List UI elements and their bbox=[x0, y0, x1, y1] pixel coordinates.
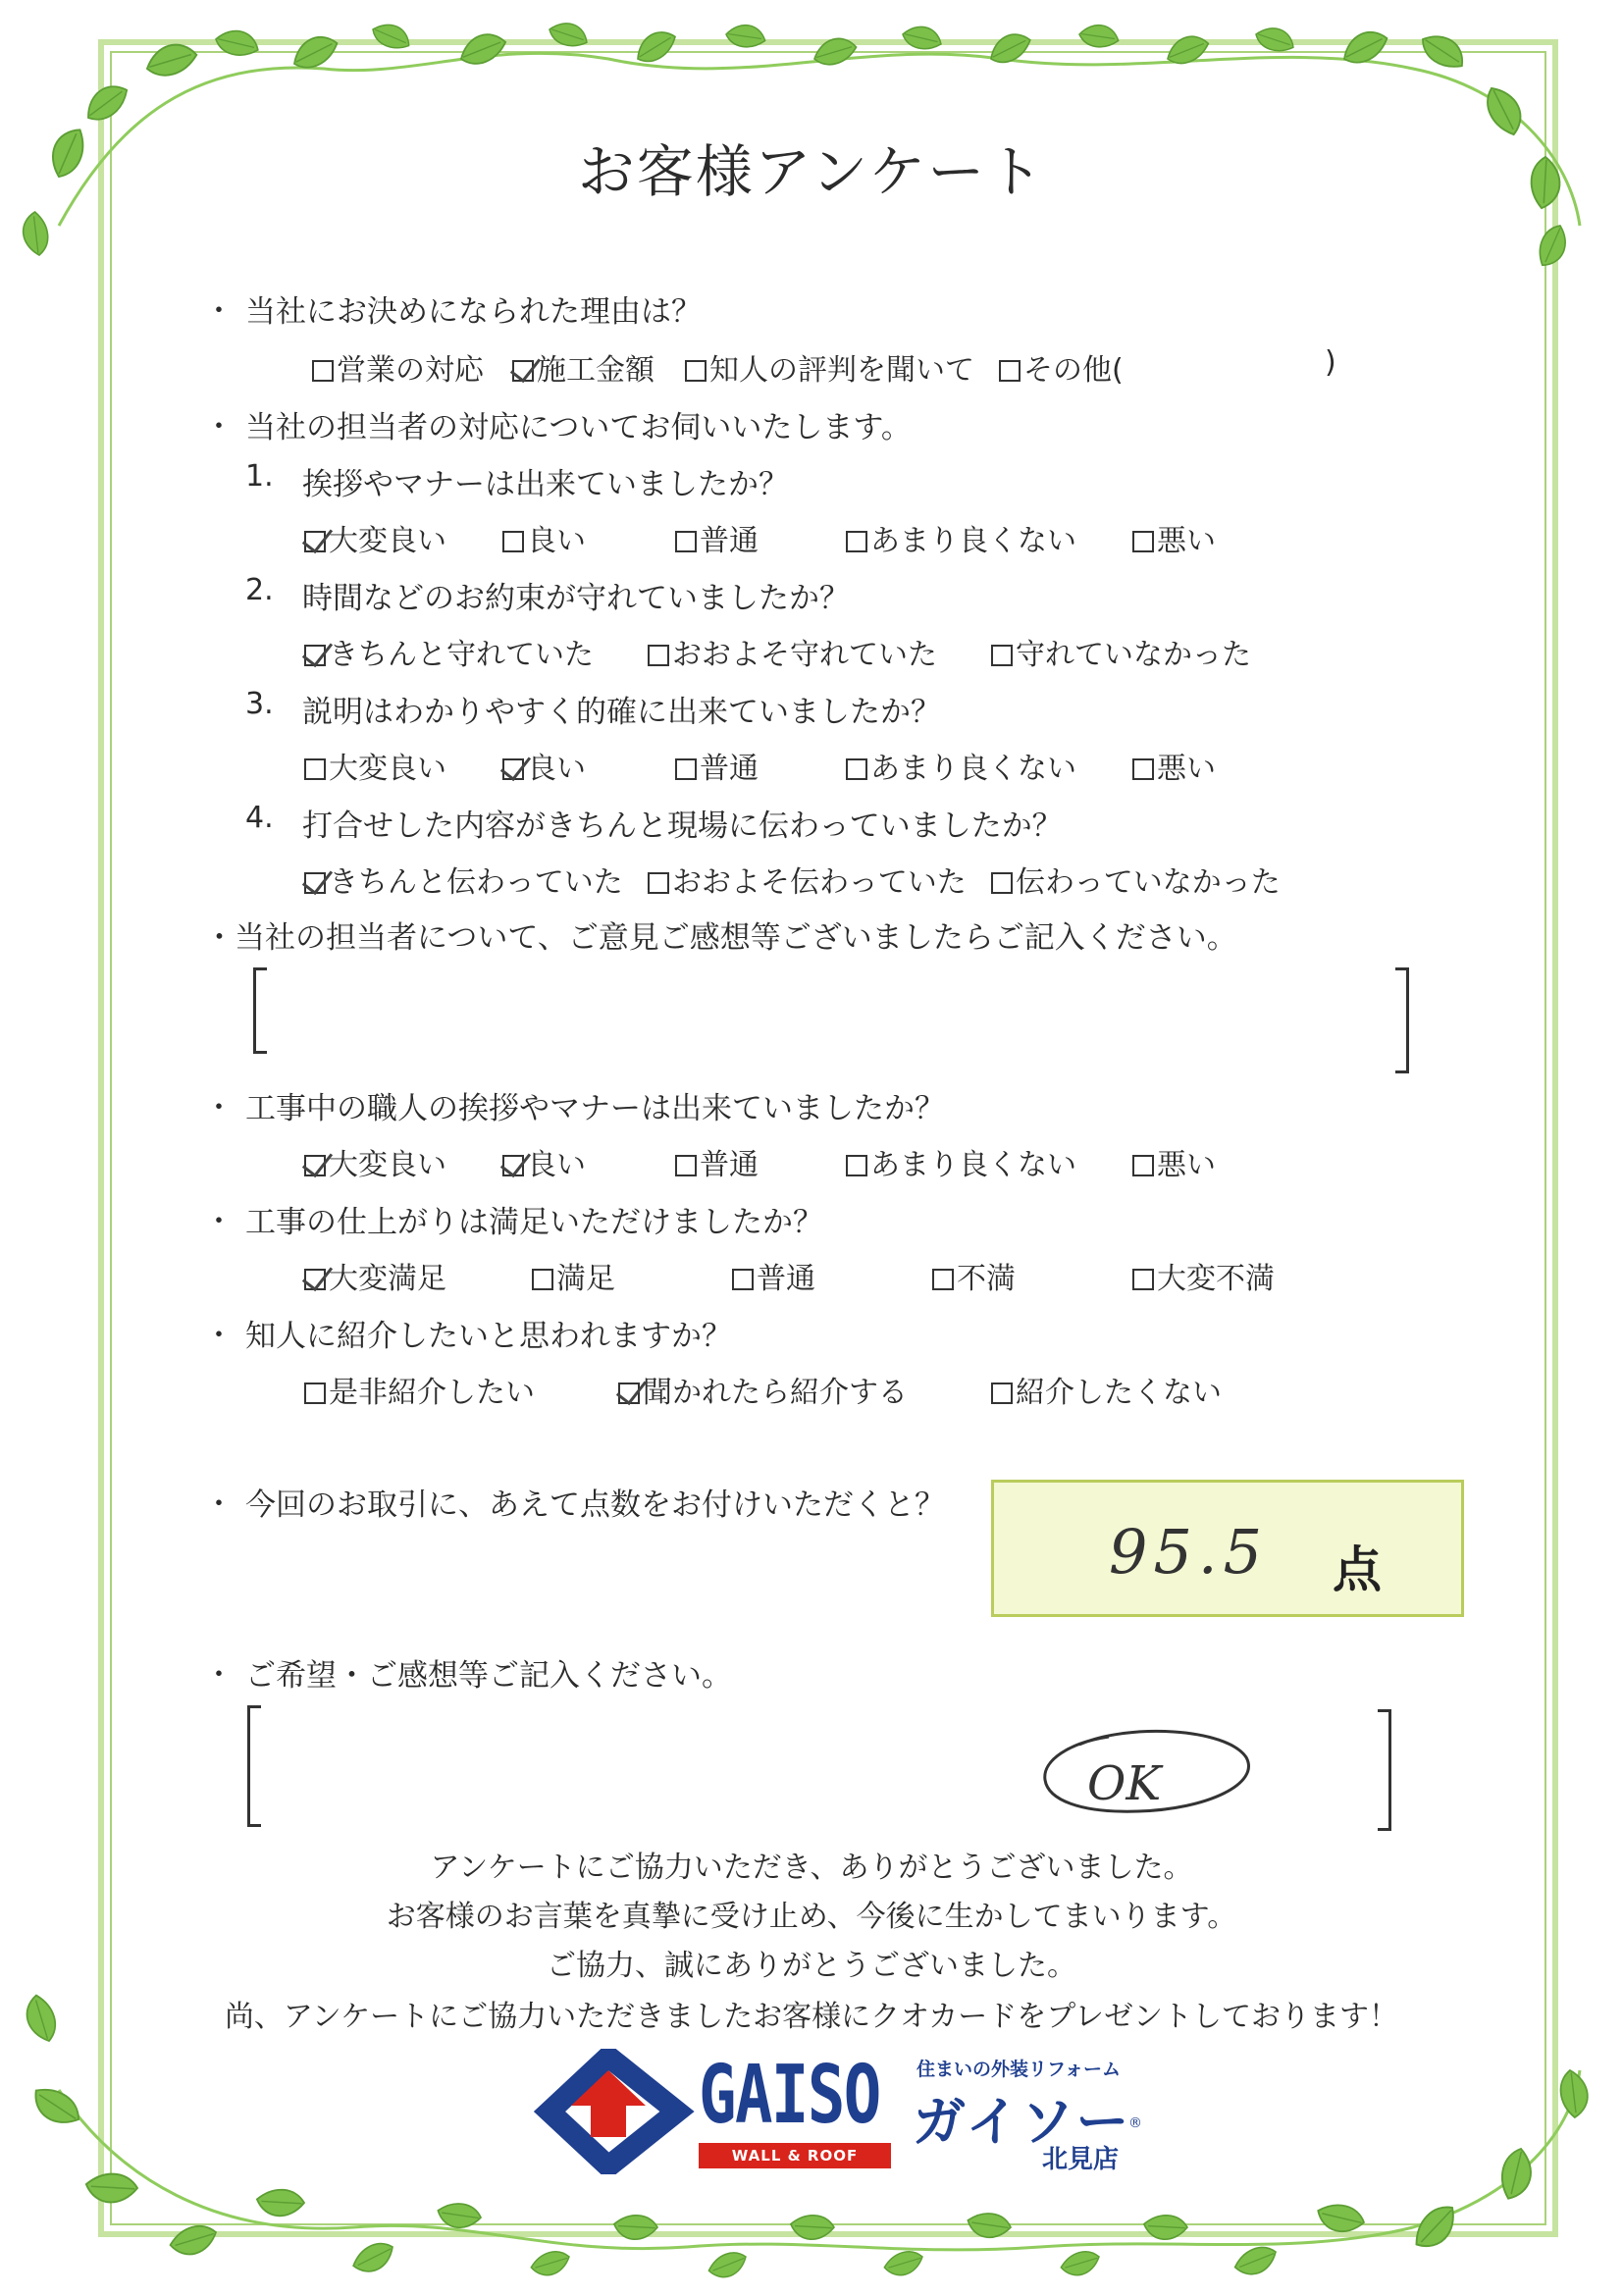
option[interactable]: おおよそ伝わっていた bbox=[648, 858, 967, 901]
answer-bracket-right bbox=[1378, 1709, 1391, 1831]
option[interactable]: 是非紹介したい bbox=[304, 1368, 535, 1411]
option[interactable]: 良い bbox=[502, 516, 586, 559]
option[interactable]: 大変良い bbox=[304, 516, 446, 559]
option[interactable]: 良い bbox=[502, 1140, 586, 1183]
logo-branch: 北見店 bbox=[1042, 2145, 1120, 2174]
checkbox[interactable] bbox=[1132, 1269, 1154, 1290]
option[interactable]: 満足 bbox=[532, 1254, 615, 1297]
checkbox[interactable] bbox=[1132, 1155, 1154, 1176]
logo-kana: ガイソー bbox=[913, 2091, 1131, 2153]
checkbox[interactable] bbox=[648, 645, 669, 666]
checkbox[interactable] bbox=[732, 1269, 754, 1290]
checkbox[interactable] bbox=[846, 531, 867, 552]
answer-bracket-right bbox=[1395, 967, 1409, 1073]
checkbox[interactable] bbox=[648, 872, 669, 894]
checkbox[interactable] bbox=[312, 360, 334, 382]
bullet: ・ bbox=[204, 410, 234, 444]
sub-number: 2. bbox=[245, 573, 274, 607]
gaiso-logo-mark bbox=[530, 2049, 697, 2174]
checkbox[interactable] bbox=[502, 531, 524, 552]
checkbox-checked[interactable] bbox=[502, 758, 524, 780]
question-staff-comments: ・当社の担当者について、ご意見ご感想等ございましたらご記入ください。 bbox=[204, 920, 1237, 956]
closing-line: お客様のお言葉を真摯に受け止め、今後に生かしてまいります。 bbox=[386, 1900, 1237, 1934]
score-unit: 点 bbox=[1333, 1541, 1382, 1598]
score-value: 95.5 bbox=[1109, 1516, 1269, 1588]
bullet: ・ bbox=[204, 1091, 234, 1125]
checkbox[interactable] bbox=[675, 758, 697, 780]
sub-number: 3. bbox=[245, 687, 274, 721]
sub-question-time: 時間などのお約束が守れていましたか？ bbox=[302, 581, 850, 616]
option[interactable]: きちんと守れていた bbox=[304, 630, 594, 673]
checkbox-checked[interactable] bbox=[304, 1269, 326, 1290]
option[interactable]: 聞かれたら紹介する bbox=[618, 1368, 908, 1411]
question-staff: 当社の担当者の対応についてお伺いいたします。 bbox=[245, 410, 912, 445]
checkbox[interactable] bbox=[932, 1269, 954, 1290]
option-reputation[interactable]: 知人の評判を聞いて bbox=[685, 345, 974, 389]
answer-bracket-left bbox=[247, 1705, 261, 1827]
sub-number: 4. bbox=[245, 801, 274, 835]
option[interactable]: 普通 bbox=[675, 744, 759, 787]
option[interactable]: 普通 bbox=[732, 1254, 815, 1297]
checkbox-checked[interactable] bbox=[618, 1383, 640, 1404]
option[interactable]: 伝わっていなかった bbox=[991, 858, 1281, 901]
checkbox[interactable] bbox=[304, 758, 326, 780]
option-price[interactable]: 施工金額 bbox=[512, 345, 654, 389]
question-craftsmen: 工事中の職人の挨拶やマナーは出来ていましたか？ bbox=[245, 1091, 945, 1126]
page-title: お客様アンケート bbox=[577, 138, 1046, 205]
option[interactable]: 紹介したくない bbox=[991, 1368, 1222, 1411]
logo-subtitle: WALL & ROOF REFORM bbox=[699, 2143, 891, 2168]
checkbox[interactable] bbox=[991, 1383, 1013, 1404]
option[interactable]: 普通 bbox=[675, 1140, 759, 1183]
option[interactable]: あまり良くない bbox=[846, 516, 1076, 559]
checkbox-checked[interactable] bbox=[304, 531, 326, 552]
checkbox[interactable] bbox=[846, 1155, 867, 1176]
option[interactable]: 良い bbox=[502, 744, 586, 787]
question-referral: 知人に紹介したいと思われますか？ bbox=[245, 1319, 732, 1354]
option[interactable]: 大変不満 bbox=[1132, 1254, 1275, 1297]
option[interactable]: あまり良くない bbox=[846, 1140, 1076, 1183]
option-sales[interactable]: 営業の対応 bbox=[312, 345, 484, 389]
registered-mark: ® bbox=[1128, 2115, 1142, 2131]
bullet: ・ bbox=[204, 1487, 234, 1522]
question-finish: 工事の仕上がりは満足いただけましたか？ bbox=[245, 1205, 823, 1240]
option[interactable]: 守れていなかった bbox=[991, 630, 1251, 673]
closing-line: 尚、アンケートにご協力いただきましたお客様にクオカードをプレゼントしております！ bbox=[224, 2000, 1399, 2034]
checkbox[interactable] bbox=[304, 1383, 326, 1404]
checkbox-checked[interactable] bbox=[502, 1155, 524, 1176]
sub-question-manners: 挨拶やマナーは出来ていましたか？ bbox=[302, 467, 789, 502]
checkbox[interactable] bbox=[1132, 758, 1154, 780]
checkbox[interactable] bbox=[991, 645, 1013, 666]
checkbox[interactable] bbox=[675, 531, 697, 552]
answer-bracket-left bbox=[253, 967, 267, 1054]
checkbox-checked[interactable] bbox=[304, 1155, 326, 1176]
option[interactable]: 大変良い bbox=[304, 1140, 446, 1183]
requests-answer[interactable]: OK bbox=[1087, 1756, 1162, 1811]
option-other[interactable]: その他( bbox=[999, 345, 1124, 389]
sub-question-communication: 打合せした内容がきちんと現場に伝わっていましたか？ bbox=[302, 809, 1063, 844]
option-other-close: ) bbox=[1325, 345, 1336, 380]
question-reason: 当社にお決めになられた理由は？ bbox=[245, 294, 702, 330]
bullet: ・ bbox=[204, 1319, 234, 1353]
question-score: 今回のお取引に、あえて点数をお付けいただくと？ bbox=[245, 1487, 945, 1523]
option[interactable]: 悪い bbox=[1132, 516, 1216, 559]
option[interactable]: 大変良い bbox=[304, 744, 446, 787]
option[interactable]: 大変満足 bbox=[304, 1254, 446, 1297]
checkbox[interactable] bbox=[991, 872, 1013, 894]
logo-wordmark: GAISO bbox=[699, 2049, 880, 2142]
checkbox[interactable] bbox=[675, 1155, 697, 1176]
checkbox[interactable] bbox=[999, 360, 1021, 382]
option[interactable]: 不満 bbox=[932, 1254, 1016, 1297]
checkbox[interactable] bbox=[685, 360, 707, 382]
checkbox[interactable] bbox=[1132, 531, 1154, 552]
bullet: ・ bbox=[204, 1205, 234, 1239]
option[interactable]: 普通 bbox=[675, 516, 759, 559]
bullet: ・ bbox=[204, 294, 234, 329]
sub-question-explanation: 説明はわかりやすく的確に出来ていましたか？ bbox=[302, 695, 941, 730]
checkbox-checked[interactable] bbox=[304, 872, 326, 894]
logo-tagline: 住まいの外装リフォーム bbox=[916, 2059, 1122, 2080]
option[interactable]: きちんと伝わっていた bbox=[304, 858, 623, 901]
option[interactable]: おおよそ守れていた bbox=[648, 630, 937, 673]
closing-line: ご協力、誠にありがとうございました。 bbox=[547, 1949, 1076, 1983]
option[interactable]: 悪い bbox=[1132, 744, 1216, 787]
checkbox-checked[interactable] bbox=[512, 360, 534, 382]
closing-line: アンケートにご協力いただき、ありがとうございました。 bbox=[430, 1851, 1193, 1885]
option[interactable]: 悪い bbox=[1132, 1140, 1216, 1183]
checkbox-checked[interactable] bbox=[304, 645, 326, 666]
question-requests: ご希望・ご感想等ご記入ください。 bbox=[245, 1658, 732, 1694]
sub-number: 1. bbox=[245, 459, 274, 494]
checkbox[interactable] bbox=[532, 1269, 553, 1290]
bullet: ・ bbox=[204, 1658, 234, 1693]
option[interactable]: あまり良くない bbox=[846, 744, 1076, 787]
checkbox[interactable] bbox=[846, 758, 867, 780]
